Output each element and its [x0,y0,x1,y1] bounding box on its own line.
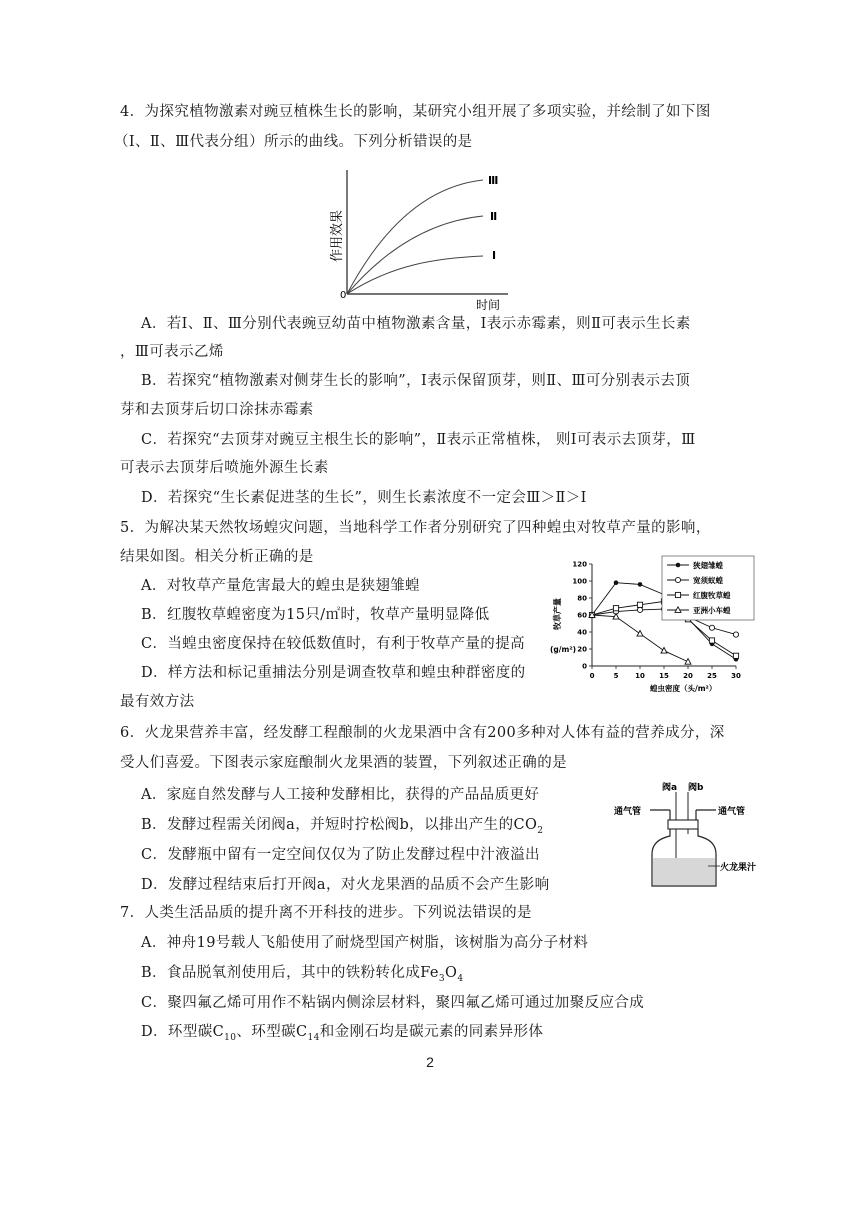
q6-option-c: C．发酵瓶中留有一定空间仅仅为了防止发酵过程中汁液溢出 [141,847,540,863]
q5-legend-marker [675,577,680,582]
q5-option-b: B．红腹牧草蝗密度为15只/㎡时，牧草产量明显降低 [141,607,490,623]
q4-label-1: Ⅰ [492,249,497,262]
q5-data-point [685,659,691,665]
q4-label-2: Ⅱ [490,210,498,223]
q6-stem-line2: 受人们喜爱。下图表示家庭酿制火龙果酒的装置，下列叙述正确的是 [120,755,567,771]
q5-data-point [614,580,619,585]
q5-legend-label: 红腹牧草蝗 [693,591,731,600]
q7-option-d-sub1: 10 [224,1033,237,1043]
q4-option-b-line1: B．若探究“植物激素对侧芽生长的影响”，Ⅰ表示保留顶芽，则Ⅱ、Ⅲ可分别表示去顶 [141,373,691,389]
q5-y-tick-label: 40 [577,628,587,637]
q7-option-c: C．聚四氟乙烯可用作不粘锅内侧涂层材料，聚四氟乙烯可通过加聚反应合成 [141,995,645,1011]
q5-stem-line1: 5．为解决某天然牧场蝗灾问题，当地科学工作者分别研究了四种蝗虫对牧草产量的影响， [120,520,711,536]
q5-option-c: C．当蝗虫密度保持在较低数值时，有利于牧草产量的提高 [141,636,525,652]
q5-ylabel: 牧草产量 [553,598,562,630]
q6-juice [653,858,715,885]
q4-ylabel: 作用效果 [330,209,345,262]
q4-option-a-line1: A．若Ⅰ、Ⅱ、Ⅲ分别代表豌豆幼苗中植物激素含量，Ⅰ表示赤霉素，则Ⅱ可表示生长素 [141,316,691,332]
q5-xlabel: 蝗虫密度（头/m²） [650,684,717,693]
q5-data-point [733,653,738,658]
q7-option-d-mid: 、环型碳C [236,1024,308,1040]
q4-stem-line2: （Ⅰ、Ⅱ、Ⅲ代表分组）所示的曲线。下列分析错误的是 [114,134,473,150]
q7-option-d-post: 和金刚石均是碳元素的同素异形体 [319,1024,544,1040]
q5-data-point [709,625,714,630]
q5-legend-marker [676,563,681,568]
q5-x-tick-label: 10 [635,672,645,680]
page-number: 2 [426,1054,434,1070]
q5-legend-label: 亚洲小车蝗 [693,606,731,615]
q4-option-c-line1: C．若探究“去顶芽对豌豆主根生长的影响”，Ⅱ表示正常植株， 则Ⅰ可表示去顶芽，Ⅲ [141,432,696,448]
q4-option-b-line2: 芽和去顶芽后切口涂抹赤霉素 [120,402,314,418]
q6-stopper [668,820,698,829]
q5-data-point [733,632,738,637]
q5-y-tick-label: 20 [577,645,587,654]
q4-xlabel: 时间 [476,298,501,312]
q7-option-b-mid: O [445,965,458,981]
q5-stem-line2: 结果如图。相关分析正确的是 [120,549,314,565]
q5-data-point [637,631,643,637]
q6-option-b-text: B．发酵过程需关闭阀a，并短时拧松阀b，以排出产生的CO [141,817,538,833]
q5-legend-label: 狭翅雏蝗 [693,561,723,570]
q7-option-d-sub2: 14 [307,1033,320,1043]
q6-option-b-sub: 2 [537,826,544,836]
q4-option-d: D．若探究“生长素促进茎的生长”，则生长素浓度不一定会Ⅲ＞Ⅱ＞Ⅰ [141,490,587,506]
q6-valve-a-label: 阀a [662,783,678,793]
q4-option-a-line2: ，Ⅲ可表示乙烯 [120,344,224,360]
q4-stem-line1: 4．为探究植物激素对豌豆植株生长的影响，某研究小组开展了多项实验，并绘制了如下图 [120,104,711,120]
q5-data-point [661,648,667,654]
q4-figure [328,166,524,312]
q6-option-a: A．家庭自然发酵与人工接种发酵相比，获得的产品品质更好 [141,787,540,803]
q5-legend-label: 宽须蚁蝗 [693,576,723,585]
q6-option-b [141,815,543,837]
q6-stem-line1: 6．火龙果营养丰富，经发酵工程酿制的火龙果酒中含有200多种对人体有益的营养成分，深 [120,725,725,741]
q7-option-b-sub2: 4 [457,974,464,984]
q4-curve-1 [347,256,483,294]
q5-x-tick-label: 20 [683,672,693,680]
q6-figure [608,780,768,892]
q7-option-d [141,1022,543,1044]
q4-option-c-line2: 可表示去顶芽后喷施外源生长素 [120,460,329,476]
q5-data-point [709,638,714,643]
q5-y-tick-label: 100 [572,577,587,586]
q5-option-a: A．对牧草产量危害最大的蝗虫是狭翅雏蝗 [141,578,421,594]
q5-x-tick-label: 0 [589,672,595,680]
q4-label-3: Ⅲ [488,174,499,187]
q5-data-point [638,582,643,587]
q5-y-tick-label: 60 [577,611,587,620]
q7-option-d-text: D．环型碳C [141,1024,225,1040]
q5-chart [548,554,758,696]
q5-option-d-line2: 最有效方法 [120,694,195,710]
q5-data-point [637,602,642,607]
q5-option-d-line1: D．样方法和标记重捕法分别是调查牧草和蝗虫种群密度的 [141,665,526,681]
q5-x-tick-label: 25 [707,672,717,680]
q4-origin: 0 [340,290,347,301]
q5-x-tick-label: 15 [659,672,669,680]
q6-valve-b-label: 阀b [688,783,704,793]
q5-yunit: (g/m²) [550,645,577,654]
q6-pipe-left-label: 通气管 [614,807,642,817]
q5-y-tick-label: 0 [582,662,587,671]
q7-stem: 7．人类生活品质的提升离不开科技的进步。下列说法错误的是 [120,905,532,921]
q7-option-b [141,963,463,985]
q5-data-point [613,606,618,611]
q5-data-point [637,607,642,612]
q5-x-tick-label: 5 [613,672,619,680]
q5-y-tick-label: 80 [577,594,587,603]
q6-pipe-right-label: 通气管 [718,807,746,817]
q7-option-a: A．神舟19号载人飞船使用了耐烧型国产树脂，该树脂为高分子材料 [141,935,589,951]
q7-option-b-sub1: 3 [438,974,446,984]
q5-series-line [592,615,688,662]
q5-y-tick-label: 120 [572,560,587,569]
q5-x-tick-label: 30 [731,672,741,680]
q7-option-b-text: B．食品脱氧剂使用后，其中的铁粉转化成Fe [141,965,439,981]
q5-legend-marker [675,592,680,597]
q6-juice-label: 火龙果汁 [720,863,757,873]
q6-option-d: D．发酵过程结束后打开阀a，对火龙果酒的品质不会产生影响 [141,877,550,893]
